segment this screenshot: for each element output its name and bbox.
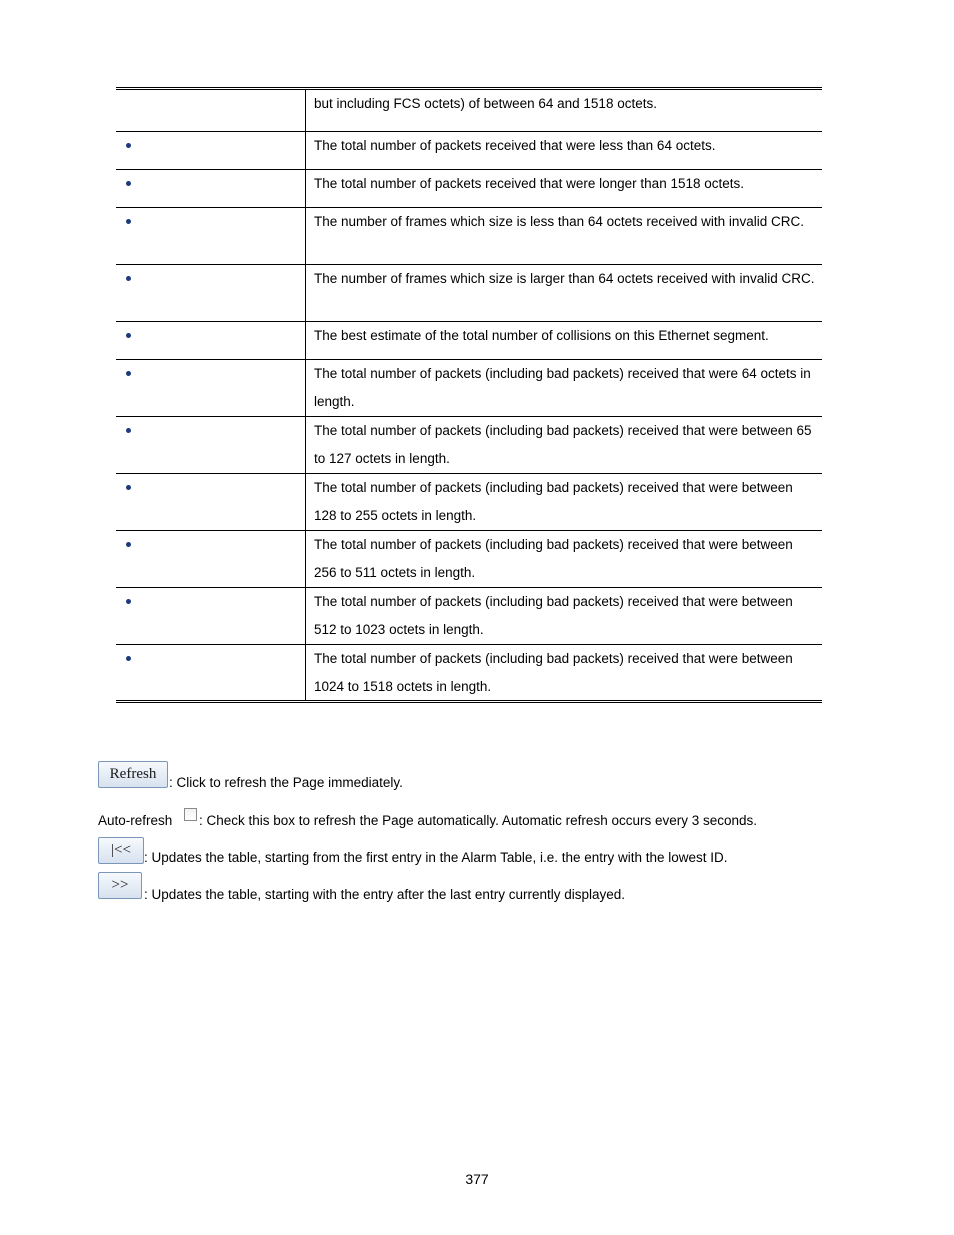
counters-table bbox=[116, 87, 822, 703]
table-cell-name bbox=[116, 588, 306, 644]
bullet-icon bbox=[126, 181, 131, 186]
table-row bbox=[116, 359, 822, 416]
table-cell-description: The total number of packets (including bad packets) received that were between 256 to 511 octets in length. bbox=[314, 537, 793, 580]
refresh-description: : Click to refresh the Page immediately. bbox=[169, 775, 403, 790]
table-cell-name bbox=[116, 360, 306, 416]
table-cell-name bbox=[116, 531, 306, 587]
table-cell-name bbox=[116, 265, 306, 321]
bullet-icon bbox=[126, 143, 131, 148]
table-cell-description: The total number of packets received that were less than 64 octets. bbox=[314, 138, 716, 153]
table-cell-name bbox=[116, 645, 306, 700]
table-row bbox=[116, 264, 822, 321]
bullet-icon bbox=[126, 333, 131, 338]
table-cell-description: The total number of packets (including bad packets) received that were between 128 to 255 octets in length. bbox=[314, 480, 793, 523]
bullet-icon bbox=[126, 428, 131, 433]
table-cell-name bbox=[116, 208, 306, 264]
table-cell-name bbox=[116, 417, 306, 473]
bullet-icon bbox=[126, 219, 131, 224]
first-page-description: : Updates the table, starting from the first entry in the Alarm Table, i.e. the entry with the lowest ID. bbox=[144, 850, 728, 865]
table-cell-description: The best estimate of the total number of collisions on this Ethernet segment. bbox=[314, 328, 769, 343]
next-page-description: : Updates the table, starting with the entry after the last entry currently displayed. bbox=[144, 887, 625, 902]
table-cell-name bbox=[116, 90, 306, 131]
table-row bbox=[116, 530, 822, 587]
table-cell-name bbox=[116, 474, 306, 530]
table-cell-name bbox=[116, 170, 306, 207]
table-row bbox=[116, 131, 822, 169]
table-row bbox=[116, 321, 822, 359]
next-page-button[interactable]: >> bbox=[98, 872, 142, 899]
first-page-button[interactable]: |<< bbox=[98, 837, 144, 864]
table-cell-description: but including FCS octets) of between 64 and 1518 octets. bbox=[314, 96, 657, 111]
bullet-icon bbox=[126, 656, 131, 661]
table-row bbox=[116, 644, 822, 700]
table-cell-description: The total number of packets (including bad packets) received that were between 1024 to 1518 octets in length. bbox=[314, 651, 793, 694]
table-row bbox=[116, 207, 822, 264]
table-row bbox=[116, 587, 822, 644]
table-row bbox=[116, 90, 822, 131]
table-cell-description: The total number of packets (including bad packets) received that were between 65 to 127 octets in length. bbox=[314, 423, 812, 466]
autorefresh-description: : Check this box to refresh the Page automatically. Automatic refresh occurs every 3 seconds. bbox=[199, 813, 758, 828]
bullet-icon bbox=[126, 371, 131, 376]
autorefresh-label: Auto-refresh bbox=[98, 813, 173, 828]
table-cell-name bbox=[116, 322, 306, 359]
page-number: 377 bbox=[465, 1171, 489, 1187]
table-cell-description: The number of frames which size is less than 64 octets received with invalid CRC. bbox=[314, 214, 804, 229]
bullet-icon bbox=[126, 542, 131, 547]
autorefresh-checkbox[interactable] bbox=[184, 808, 197, 821]
table-cell-name bbox=[116, 132, 306, 169]
table-cell-description: The total number of packets (including bad packets) received that were between 512 to 1023 octets in length. bbox=[314, 594, 793, 637]
table-cell-description: The total number of packets (including bad packets) received that were 64 octets in length. bbox=[314, 366, 811, 409]
table-row bbox=[116, 416, 822, 473]
refresh-button[interactable]: Refresh bbox=[98, 761, 168, 788]
table-cell-description: The total number of packets received that were longer than 1518 octets. bbox=[314, 176, 745, 191]
table-row bbox=[116, 473, 822, 530]
table-cell-description: The number of frames which size is larger than 64 octets received with invalid CRC. bbox=[314, 271, 815, 286]
bullet-icon bbox=[126, 599, 131, 604]
bullet-icon bbox=[126, 485, 131, 490]
table-row bbox=[116, 169, 822, 207]
bullet-icon bbox=[126, 276, 131, 281]
